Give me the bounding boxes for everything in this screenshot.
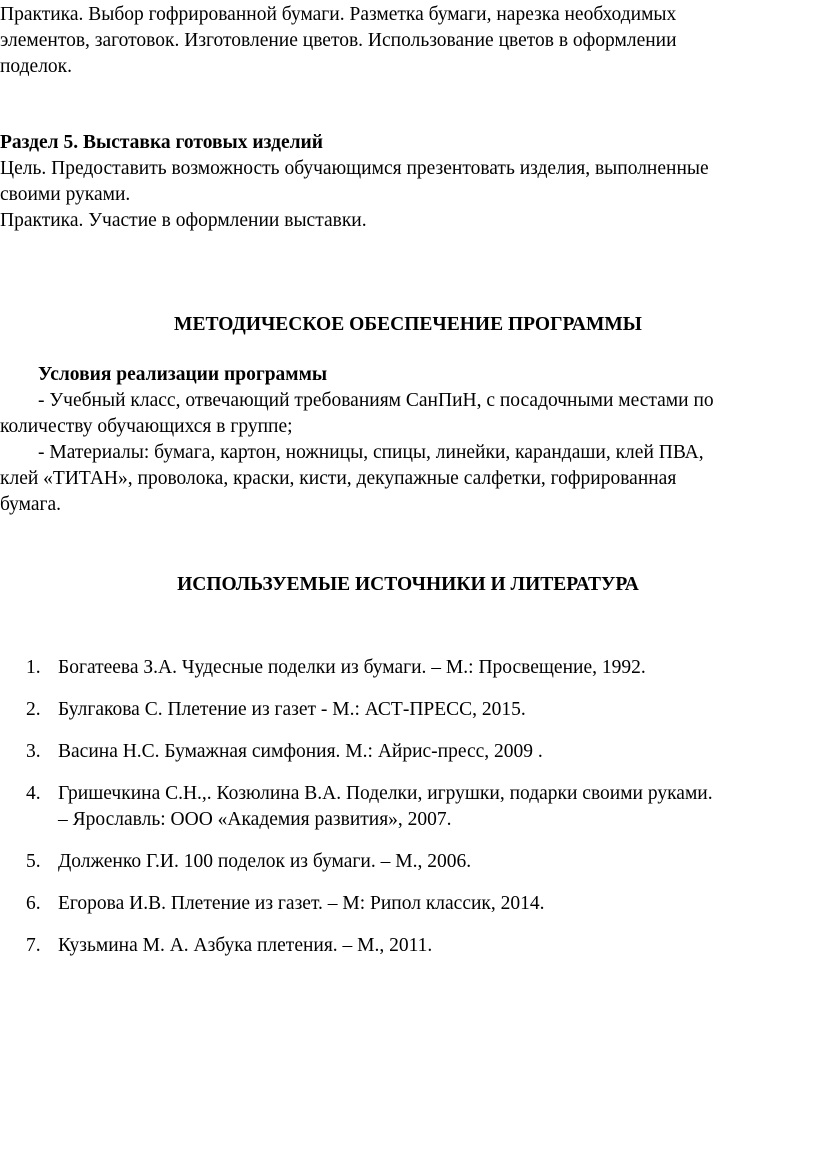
list-item [0,739,816,765]
list-item-number: 1. [26,657,41,678]
methodical-heading: МЕТОДИЧЕСКОЕ ОБЕСПЕЧЕНИЕ ПРОГРАММЫ [174,314,642,335]
practice-paragraph [0,2,816,80]
conditions-subheading: Условия реализации программы [38,364,328,385]
list-item-text: Кузьмина М. А. Азбука плетения. – М., 2011. [58,935,433,956]
references-list [0,655,816,959]
list-item-text: Гришечкина С.Н.,. Козюлина В.А. Поделки, игрушки, подарки своими руками. [58,783,713,804]
list-item-text: Булгакова С. Плетение из газет - М.: АСТ-ПРЕСС, 2015. [58,699,526,720]
list-item-number: 5. [26,851,41,872]
implementation-conditions [0,362,816,518]
list-item [0,697,816,723]
literature-heading: ИСПОЛЬЗУЕМЫЕ ИСТОЧНИКИ И ЛИТЕРАТУРА [177,574,639,595]
practice-line: элементов, заготовок. Изготовление цветов. Использование цветов в оформлении [0,30,677,51]
list-item-text: Долженко Г.И. 100 поделок из бумаги. – М., 2006. [58,851,472,872]
practice-line: Практика. Выбор гофрированной бумаги. Разметка бумаги, нарезка необходимых [0,4,677,25]
conditions-item-line: количеству обучающихся в группе; [0,416,293,437]
list-item-number: 2. [26,699,41,720]
methodical-section [0,312,816,338]
list-item [0,655,816,681]
list-item-text-continuation: – Ярославль: ООО «Академия развития», 2007. [58,809,452,830]
list-item-text: Егорова И.В. Плетение из газет. – М: Рипол классик, 2014. [58,893,545,914]
list-item [0,849,816,875]
conditions-item-line: - Учебный класс, отвечающий требованиям СанПиН, с посадочными местами по [38,390,714,411]
list-item-text: Богатеева З.А. Чудесные поделки из бумаги. – М.: Просвещение, 1992. [58,657,646,678]
conditions-item-line: бумага. [0,494,62,515]
list-item-number: 7. [26,935,41,956]
list-item [0,781,816,833]
list-item-text: Васина Н.С. Бумажная симфония. М.: Айрис-пресс, 2009 . [58,741,543,762]
section-5-goal-line: своими руками. [0,184,131,205]
list-item-number: 3. [26,741,41,762]
section-5-practice: Практика. Участие в оформлении выставки. [0,210,367,231]
literature-section [0,572,816,598]
section-5-title: Раздел 5. Выставка готовых изделий [0,132,324,153]
section-5-goal-line: Цель. Предоставить возможность обучающимся презентовать изделия, выполненные [0,158,709,179]
conditions-item-line: клей «ТИТАН», проволока, краски, кисти, декупажные салфетки, гофрированная [0,468,677,489]
list-item [0,891,816,917]
conditions-item-line: - Материалы: бумага, картон, ножницы, спицы, линейки, карандаши, клей ПВА, [38,442,704,463]
references-list-wrapper [0,655,816,975]
practice-line: поделок. [0,56,73,77]
section-5 [0,130,816,234]
list-item [0,933,816,959]
list-item-number: 6. [26,893,41,914]
list-item-number: 4. [26,783,41,804]
